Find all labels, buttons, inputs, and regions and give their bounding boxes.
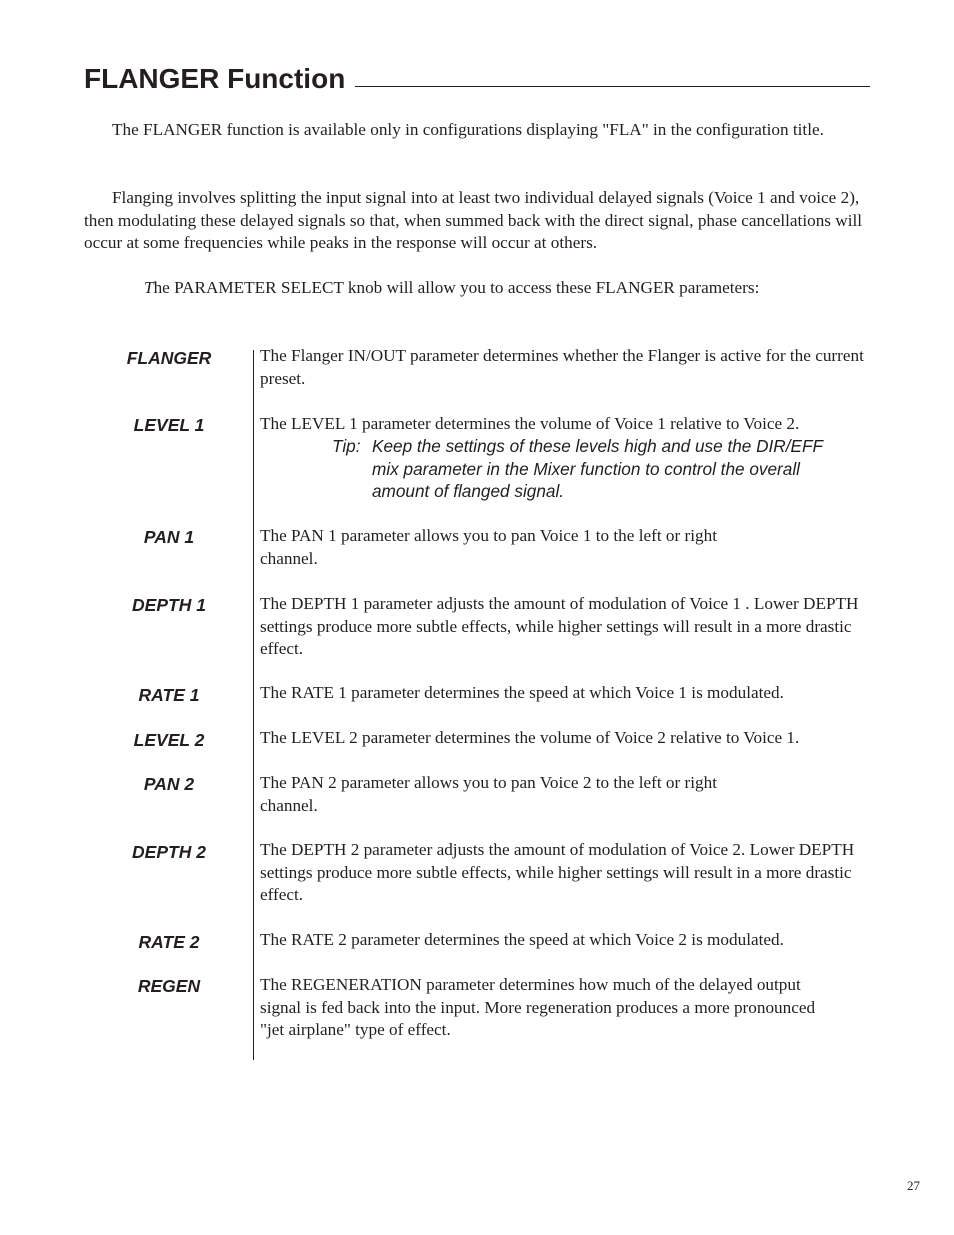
intro-paragraph-1: The FLANGER function is available only in configurations displaying "FLA" in the configuration title. xyxy=(112,120,824,139)
param-label-level-2: LEVEL 2 xyxy=(133,730,205,750)
param-desc-depth-1: The DEPTH 1 parameter adjusts the amount of modulation of Voice 1 . Lower DEPTH settings produce more subtle effects, while higher settings will result in a more drastic effect. xyxy=(260,594,859,658)
param-label-flanger: FLANGER xyxy=(126,348,212,368)
param-label-pan-1: PAN 1 xyxy=(143,527,195,547)
page-title: FLANGER Function xyxy=(84,63,346,94)
intro-paragraph-2: Flanging involves splitting the input signal into at least two individual delayed signals (Voice 1 and voice 2), then modulating these delayed signals so that, when summed back with the direct signal, phase cancellations will occur at some frequencies while peaks in the response will occur at others. xyxy=(84,188,863,252)
tip-text: Keep the settings of these levels high and use the DIR/EFF mix parameter in the Mixer function to control the overall amount of flanged signal. xyxy=(372,436,823,501)
param-label-rate-1: RATE 1 xyxy=(138,685,200,705)
page-number: 27 xyxy=(907,1178,920,1193)
param-desc-level-1: The LEVEL 1 parameter determines the volume of Voice 1 relative to Voice 2. xyxy=(260,414,800,433)
param-label-depth-1: DEPTH 1 xyxy=(132,595,206,615)
heading-row xyxy=(84,62,870,96)
param-desc-flanger: The Flanger IN/OUT parameter determines whether the Flanger is active for the current preset. xyxy=(260,346,864,388)
param-desc-regen: The REGENERATION parameter determines how much of the delayed output signal is fed back into the input. More regeneration produces a more pronounced "jet airplane" type of effect. xyxy=(260,975,816,1039)
intro-paragraph-3-text: he PARAMETER SELECT knob will allow you to access these FLANGER parameters: xyxy=(153,278,760,297)
param-desc-rate-2: The RATE 2 parameter determines the speed at which Voice 2 is modulated. xyxy=(260,930,784,949)
intro-initial: T xyxy=(144,278,154,297)
param-label-rate-2: RATE 2 xyxy=(138,932,200,952)
param-label-depth-2: DEPTH 2 xyxy=(132,842,206,862)
intro-paragraph-3 xyxy=(84,277,870,300)
param-desc-pan-2: The PAN 2 parameter allows you to pan Voice 2 to the left or right channel. xyxy=(260,773,717,815)
tip-label: Tip: xyxy=(332,436,361,456)
param-desc-pan-1: The PAN 1 parameter allows you to pan Voice 1 to the left or right channel. xyxy=(260,526,717,568)
param-label-pan-2: PAN 2 xyxy=(143,774,195,794)
heading-rule xyxy=(355,86,870,87)
param-desc-level-2: The LEVEL 2 parameter determines the volume of Voice 2 relative to Voice 1. xyxy=(260,728,800,747)
tip-note xyxy=(332,435,852,503)
column-divider xyxy=(253,350,254,1060)
param-label-regen: REGEN xyxy=(137,976,201,996)
param-label-level-1: LEVEL 1 xyxy=(133,415,205,435)
param-desc-depth-2: The DEPTH 2 parameter adjusts the amount of modulation of Voice 2. Lower DEPTH settings produce more subtle effects, while higher settings will result in a more drastic effect. xyxy=(260,840,855,904)
param-desc-rate-1: The RATE 1 parameter determines the speed at which Voice 1 is modulated. xyxy=(260,683,784,702)
